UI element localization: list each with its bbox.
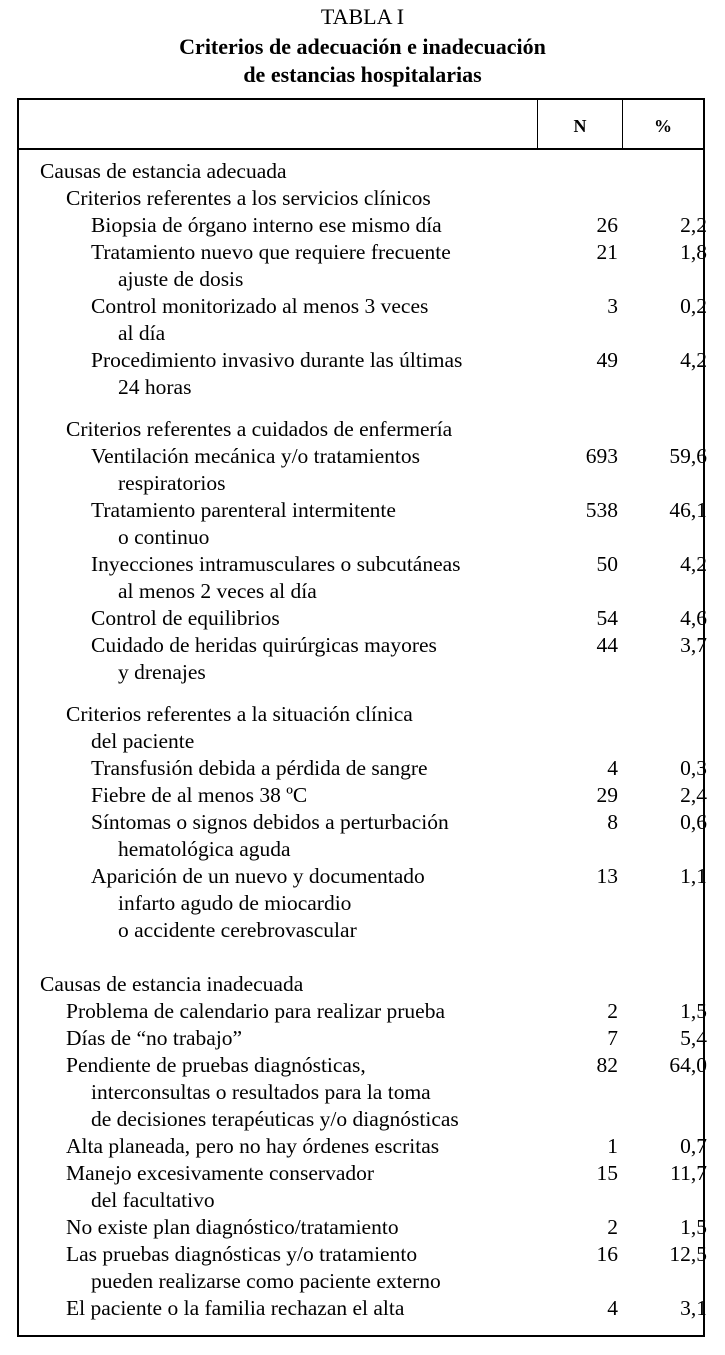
row-label-continuation: pueden realizarse como paciente externo: [91, 1269, 441, 1293]
row-n: 29: [596, 783, 618, 807]
row-n: 3: [607, 294, 618, 318]
row-label: Control monitorizado al menos 3 veces: [91, 294, 429, 318]
row-n: 693: [585, 444, 618, 468]
row-label-continuation: y drenajes: [118, 660, 206, 684]
row-percent: 64,0: [669, 1053, 707, 1077]
row-n: 538: [585, 498, 618, 522]
table-title-line-2: de estancias hospitalarias: [243, 62, 482, 87]
row-label: El paciente o la familia rechazan el alta: [66, 1296, 405, 1320]
table-title-line-1: Criterios de adecuación e inadecuación: [179, 34, 546, 59]
row-n: 2: [607, 999, 618, 1023]
row-n: 16: [596, 1242, 618, 1266]
row-percent: 4,2: [680, 552, 707, 576]
row-percent: 5,4: [680, 1026, 707, 1050]
row-n: 50: [596, 552, 618, 576]
row-label: Las pruebas diagnósticas y/o tratamiento: [66, 1242, 418, 1266]
row-label-continuation: o continuo: [118, 525, 210, 549]
section-heading: Causas de estancia adecuada: [40, 159, 287, 183]
row-label-continuation: ajuste de dosis: [118, 267, 244, 291]
row-percent: 0,6: [680, 810, 707, 834]
row-label-continuation: de decisiones terapéuticas y/o diagnósticas: [91, 1107, 459, 1131]
row-label: No existe plan diagnóstico/tratamiento: [66, 1215, 399, 1239]
subsection-heading: Criterios referentes a los servicios clínicos: [66, 186, 431, 210]
row-percent: 46,1: [669, 498, 707, 522]
row-n: 44: [596, 633, 618, 657]
row-percent: 3,1: [680, 1296, 707, 1320]
row-percent: 59,6: [669, 444, 707, 468]
criteria-table: [17, 98, 705, 1337]
row-n: 4: [607, 1296, 618, 1320]
column-header-n: N: [573, 116, 587, 136]
row-label-continuation: al día: [118, 321, 166, 345]
row-label: Tratamiento parenteral intermitente: [91, 498, 396, 522]
row-label: Días de “no trabajo”: [66, 1026, 243, 1050]
subsection-heading: Criterios referentes a cuidados de enfermería: [66, 417, 453, 441]
table-number: TABLA I: [320, 4, 405, 29]
row-n: 26: [596, 213, 618, 237]
row-n: 15: [596, 1161, 618, 1185]
subsection-heading: Criterios referentes a la situación clínica: [66, 702, 413, 726]
row-label: Control de equilibrios: [91, 606, 280, 630]
row-label: Cuidado de heridas quirúrgicas mayores: [91, 633, 437, 657]
row-percent: 2,2: [680, 213, 707, 237]
row-percent: 0,3: [680, 756, 707, 780]
row-percent: 0,2: [680, 294, 707, 318]
row-percent: 1,5: [680, 999, 707, 1023]
row-percent: 4,2: [680, 348, 707, 372]
row-label: Procedimiento invasivo durante las últimas: [91, 348, 463, 372]
row-label: Aparición de un nuevo y documentado: [91, 864, 425, 888]
row-percent: 3,7: [680, 633, 707, 657]
row-label: Biopsia de órgano interno ese mismo día: [91, 213, 442, 237]
row-label: Manejo excesivamente conservador: [66, 1161, 375, 1185]
row-label: Tratamiento nuevo que requiere frecuente: [91, 240, 451, 264]
row-percent: 4,6: [680, 606, 707, 630]
row-label-continuation: 24 horas: [118, 375, 192, 399]
section-heading: Causas de estancia inadecuada: [40, 972, 304, 996]
row-label: Ventilación mecánica y/o tratamientos: [91, 444, 420, 468]
row-label: Síntomas o signos debidos a perturbación: [91, 810, 449, 834]
row-percent: 12,5: [669, 1242, 707, 1266]
row-n: 13: [596, 864, 618, 888]
row-n: 8: [607, 810, 618, 834]
row-n: 2: [607, 1215, 618, 1239]
row-n: 54: [596, 606, 618, 630]
row-label-continuation: respiratorios: [118, 471, 226, 495]
row-n: 1: [607, 1134, 618, 1158]
row-n: 7: [607, 1026, 618, 1050]
row-label: Problema de calendario para realizar prueba: [66, 999, 446, 1023]
row-label-continuation: infarto agudo de miocardio: [118, 891, 352, 915]
row-label: Fiebre de al menos 38 ºC: [91, 783, 308, 807]
row-label-continuation: o accidente cerebrovascular: [118, 918, 357, 942]
row-label-continuation: al menos 2 veces al día: [118, 579, 317, 603]
row-label-continuation: interconsultas o resultados para la toma: [91, 1080, 431, 1104]
row-n: 21: [596, 240, 618, 264]
row-label: Pendiente de pruebas diagnósticas,: [66, 1053, 366, 1077]
row-percent: 1,5: [680, 1215, 707, 1239]
row-percent: 1,1: [680, 864, 707, 888]
row-label: Transfusión debida a pérdida de sangre: [91, 756, 428, 780]
row-label: Inyecciones intramusculares o subcutáneas: [91, 552, 461, 576]
row-percent: 11,7: [670, 1161, 707, 1185]
row-label: Alta planeada, pero no hay órdenes escritas: [66, 1134, 440, 1158]
row-label-continuation: hematológica aguda: [118, 837, 291, 861]
row-n: 82: [596, 1053, 618, 1077]
table-header: [19, 100, 703, 150]
row-n: 49: [596, 348, 618, 372]
row-label-continuation: del facultativo: [91, 1188, 215, 1212]
row-n: 4: [607, 756, 618, 780]
subsection-heading-continuation: del paciente: [91, 729, 195, 753]
row-percent: 2,4: [680, 783, 707, 807]
row-percent: 0,7: [680, 1134, 707, 1158]
row-percent: 1,8: [680, 240, 707, 264]
column-header-percent: %: [654, 116, 672, 136]
